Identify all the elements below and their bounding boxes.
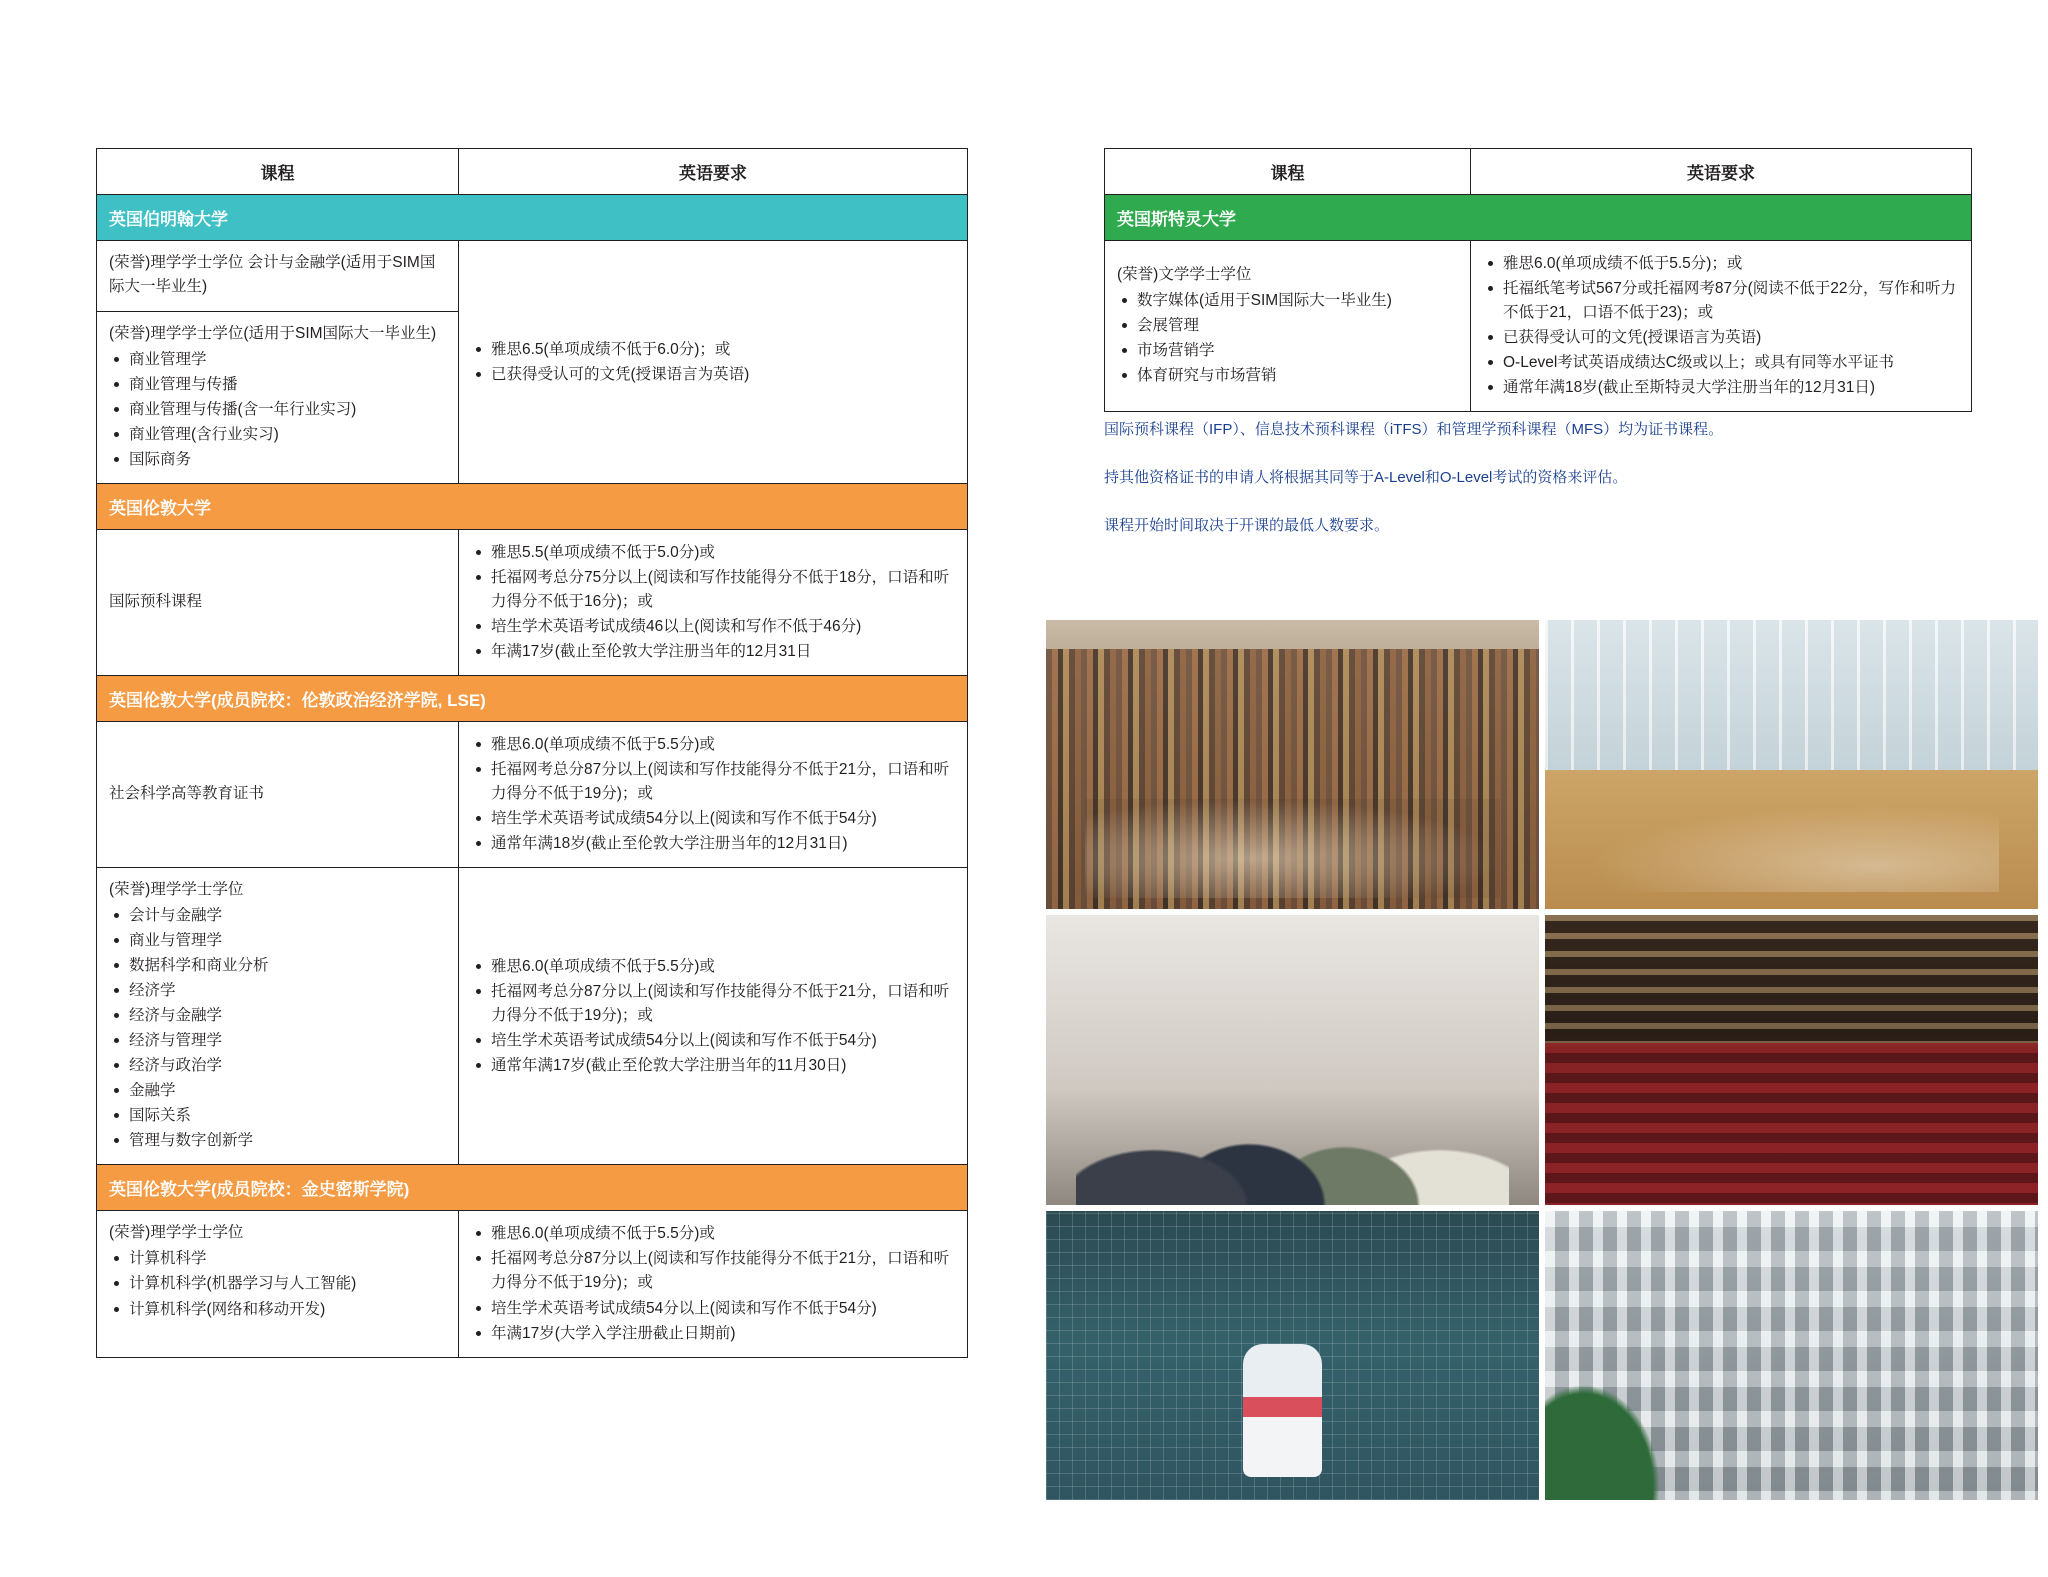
list-item: 计算机科学 (127, 1247, 446, 1271)
header-english: 英语要求 (1471, 149, 1972, 195)
list-item: 培生学术英语考试成绩54分以上(阅读和写作不低于54分) (489, 1297, 955, 1321)
requirement-list (471, 733, 955, 856)
list-item: 托福网考总分75分以上(阅读和写作技能得分不低于18分，口语和听力得分不低于16分)；或 (489, 566, 955, 614)
requirement-cell (459, 868, 968, 1165)
list-item: 商业管理学 (127, 348, 446, 372)
list-item: 年满17岁(截止至伦敦大学注册当年的12月31日 (489, 640, 955, 664)
course-cell (97, 530, 459, 676)
list-item: 雅思6.0(单项成绩不低于5.5分)或 (489, 955, 955, 979)
footnote-1: 国际预科课程（IFP）、信息技术预科课程（iTFS）和管理学预科课程（MFS）均为证书课程。 (1104, 421, 1724, 438)
table-header-row (97, 149, 968, 195)
list-item: 托福网考总分87分以上(阅读和写作技能得分不低于21分，口语和听力得分不低于19分)；或 (489, 1247, 955, 1295)
list-item: 商业管理与传播 (127, 373, 446, 397)
campus-photo (1545, 1211, 2038, 1500)
section-band-london (97, 484, 968, 530)
course-lead: 国际预科课程 (109, 592, 203, 610)
course-lead: (荣誉)理学学士学位(适用于SIM国际大一毕业生) (109, 325, 437, 343)
list-item: 已获得受认可的文凭(授课语言为英语) (1501, 326, 1959, 350)
footnote-3: 课程开始时间取决于开课的最低人数要求。 (1104, 517, 1390, 534)
requirement-cell (459, 241, 968, 484)
table-row (97, 1211, 968, 1357)
footnotes (1104, 418, 1984, 562)
course-list (109, 348, 446, 472)
band-label: 英国斯特灵大学 (1105, 195, 1972, 241)
list-item: 通常年满18岁(截止至伦敦大学注册当年的12月31日) (489, 832, 955, 856)
list-item: 管理与数字创新学 (127, 1129, 446, 1153)
list-item: 雅思6.5(单项成绩不低于6.0分)；或 (489, 338, 955, 362)
students-photo (1046, 915, 1539, 1204)
list-item: 托福网考总分87分以上(阅读和写作技能得分不低于21分，口语和听力得分不低于19分)；或 (489, 980, 955, 1028)
requirement-list (1483, 252, 1959, 400)
list-item: 经济与政治学 (127, 1054, 446, 1078)
list-item: 经济与金融学 (127, 1004, 446, 1028)
list-item: 已获得受认可的文凭(授课语言为英语) (489, 363, 955, 387)
table-row (1105, 241, 1972, 412)
right-column (1104, 148, 1972, 412)
requirement-list (471, 1222, 955, 1345)
course-cell (97, 241, 459, 312)
course-lead: (荣誉)理学学士学位 会计与金融学(适用于SIM国际大一毕业生) (109, 254, 436, 296)
course-lead: (荣誉)理学学士学位 (109, 881, 244, 899)
table-header-row (1105, 149, 1972, 195)
list-item: 国际商务 (127, 448, 446, 472)
list-item: 雅思6.0(单项成绩不低于5.5分)或 (489, 733, 955, 757)
table-row (97, 722, 968, 868)
table-row (97, 868, 968, 1165)
list-item: 商业与管理学 (127, 929, 446, 953)
list-item: 体育研究与市场营销 (1135, 364, 1458, 388)
list-item: O-Level考试英语成绩达C级或以上；或具有同等水平证书 (1501, 351, 1959, 375)
requirement-cell (459, 1211, 968, 1357)
band-label: 英国伦敦大学(成员院校：金史密斯学院) (97, 1165, 968, 1211)
list-item: 会计与金融学 (127, 904, 446, 928)
list-item: 年满17岁(大学入学注册截止日期前) (489, 1322, 955, 1346)
theatre-photo (1545, 915, 2038, 1204)
list-item: 经济学 (127, 979, 446, 1003)
list-item: 培生学术英语考试成绩54分以上(阅读和写作不低于54分) (489, 1029, 955, 1053)
list-item: 市场营销学 (1135, 339, 1458, 363)
list-item: 计算机科学(网络和移动开发) (127, 1298, 446, 1322)
requirement-cell (1471, 241, 1972, 412)
list-item: 培生学术英语考试成绩46以上(阅读和写作不低于46分) (489, 615, 955, 639)
list-item: 通常年满17岁(截止至伦敦大学注册当年的11月30日) (489, 1054, 955, 1078)
list-item: 通常年满18岁(截止至斯特灵大学注册当年的12月31日) (1501, 376, 1959, 400)
section-band-birmingham (97, 195, 968, 241)
band-label: 英国伯明翰大学 (97, 195, 968, 241)
sports-hall-photo (1545, 620, 2038, 909)
tennis-photo (1046, 1211, 1539, 1500)
list-item: 雅思5.5(单项成绩不低于5.0分)或 (489, 541, 955, 565)
list-item: 金融学 (127, 1079, 446, 1103)
left-column (96, 148, 968, 1358)
footnote-2: 持其他资格证书的申请人将根据其同等于A-Level和O-Level考试的资格来评估。 (1104, 469, 1628, 486)
course-list (109, 904, 446, 1153)
course-list (109, 1247, 446, 1321)
requirement-cell (459, 722, 968, 868)
list-item: 经济与管理学 (127, 1029, 446, 1053)
course-cell (97, 312, 459, 484)
table-row (97, 241, 968, 312)
table-row (97, 530, 968, 676)
band-label: 英国伦敦大学 (97, 484, 968, 530)
course-lead: (荣誉)文学学士学位 (1117, 266, 1252, 283)
course-cell (1105, 241, 1471, 412)
photo-grid (1046, 620, 2038, 1500)
header-course: 课程 (1105, 149, 1471, 195)
requirement-list (471, 541, 955, 664)
section-band-stirling (1105, 195, 1972, 241)
requirement-list (471, 955, 955, 1078)
list-item: 数字媒体(适用于SIM国际大一毕业生) (1135, 289, 1458, 313)
list-item: 商业管理与传播(含一年行业实习) (127, 398, 446, 422)
list-item: 托福纸笔考试567分或托福网考87分(阅读不低于22分，写作和听力不低于21，口语不低于23)；或 (1501, 277, 1959, 325)
band-label: 英国伦敦大学(成员院校：伦敦政治经济学院, LSE) (97, 676, 968, 722)
list-item: 托福网考总分87分以上(阅读和写作技能得分不低于21分，口语和听力得分不低于19分)；或 (489, 758, 955, 806)
requirement-cell (459, 530, 968, 676)
section-band-lse (97, 676, 968, 722)
header-english: 英语要求 (459, 149, 968, 195)
list-item: 雅思6.0(单项成绩不低于5.5分)；或 (1501, 252, 1959, 276)
course-list (1117, 289, 1458, 388)
list-item: 数据科学和商业分析 (127, 954, 446, 978)
list-item: 雅思6.0(单项成绩不低于5.5分)或 (489, 1222, 955, 1246)
course-cell (97, 722, 459, 868)
list-item: 培生学术英语考试成绩54分以上(阅读和写作不低于54分) (489, 807, 955, 831)
requirement-list (471, 338, 955, 387)
list-item: 商业管理(含行业实习) (127, 423, 446, 447)
header-course: 课程 (97, 149, 459, 195)
left-requirements-table (96, 148, 968, 1358)
course-cell (97, 1211, 459, 1357)
course-lead: (荣誉)理学学士学位 (109, 1224, 244, 1242)
course-lead: 社会科学高等教育证书 (109, 784, 265, 802)
section-band-goldsmiths (97, 1165, 968, 1211)
course-cell (97, 868, 459, 1165)
list-item: 国际关系 (127, 1104, 446, 1128)
list-item: 计算机科学(机器学习与人工智能) (127, 1272, 446, 1296)
right-requirements-table (1104, 148, 1972, 412)
library-photo (1046, 620, 1539, 909)
list-item: 会展管理 (1135, 314, 1458, 338)
